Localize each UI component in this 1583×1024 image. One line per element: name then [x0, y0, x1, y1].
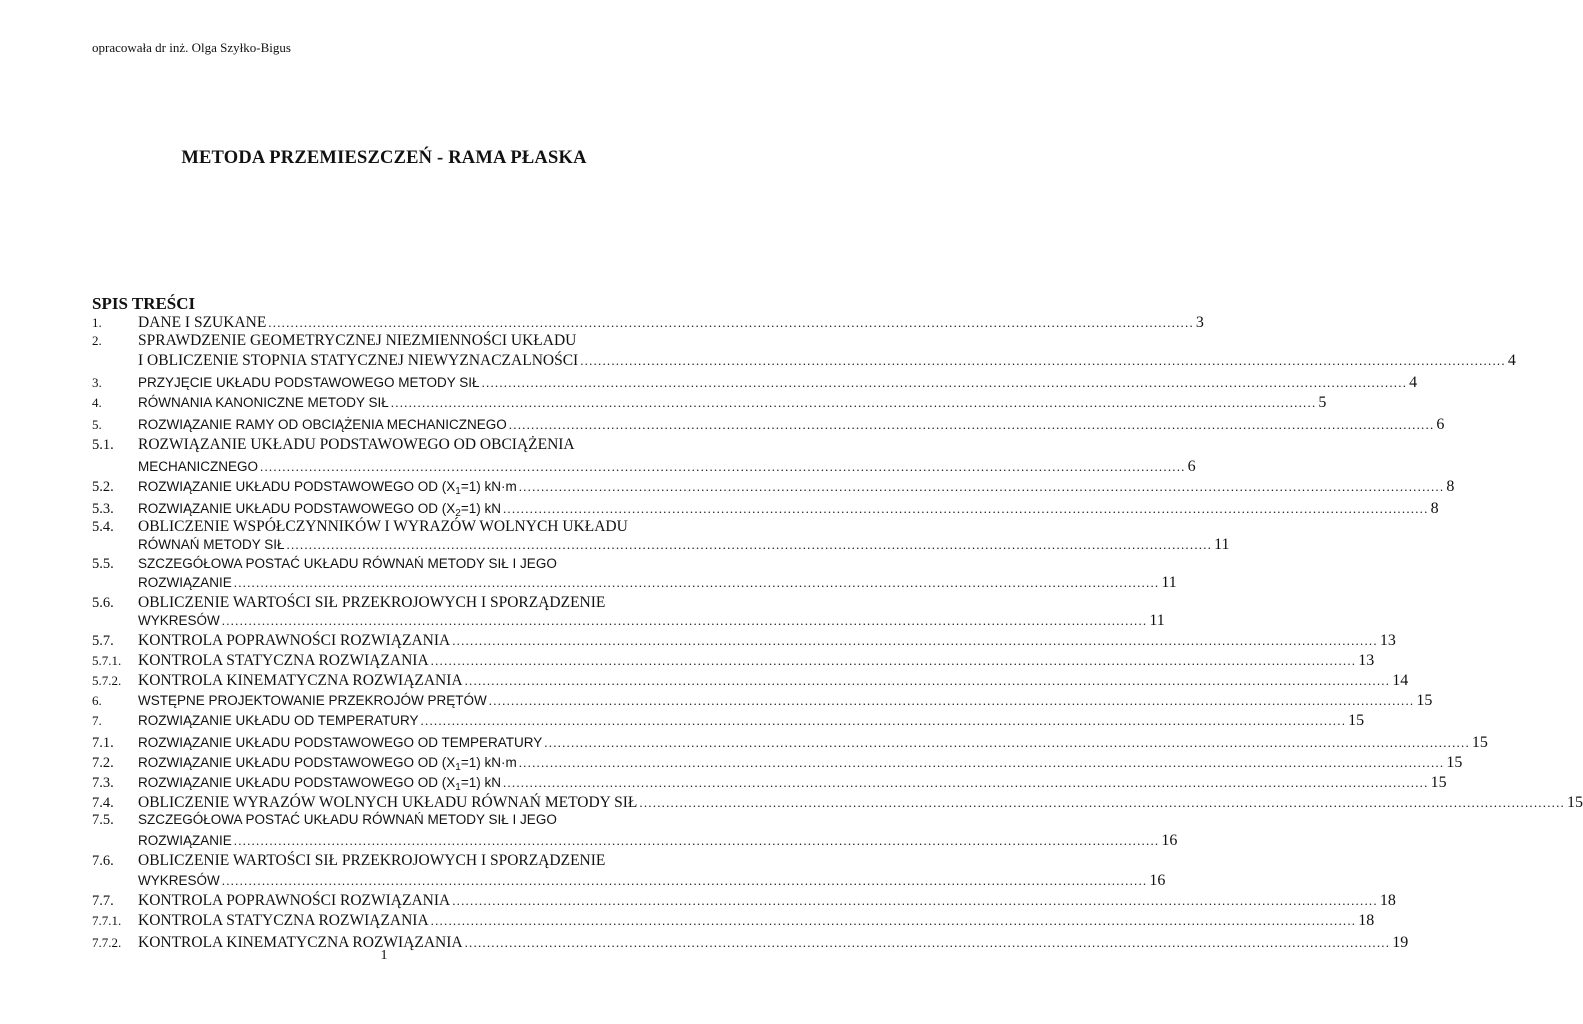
toc-entry-page: 13	[1358, 652, 1375, 669]
toc-entry-text: PRZYJĘCIE UKŁADU PODSTAWOWEGO METODY SIŁ	[138, 375, 480, 390]
toc-entry	[92, 594, 680, 614]
toc-entry-text: ROZWIĄZANIE RAMY OD OBCIĄŻENIA MECHANICZNEGO	[138, 417, 507, 432]
author-line: opracowała dr inż. Olga Szyłko-Bigus	[92, 40, 291, 55]
toc-entry	[92, 352, 1516, 372]
toc-heading: SPIS TREŚCI	[92, 294, 196, 313]
toc-entry-number: 7.4.	[92, 795, 114, 811]
toc-entry	[92, 536, 1230, 556]
toc-entry-number: 7.7.	[92, 893, 114, 909]
toc-entry-text: SPRAWDZENIE GEOMETRYCZNEJ NIEZMIENNOŚCI UKŁADU	[138, 332, 577, 349]
toc-entry-number: 5.7.1.	[92, 653, 122, 668]
toc-leader-dots	[287, 537, 1213, 553]
toc-entry-text: WSTĘPNE PROJEKTOWANIE PRZEKROJÓW PRĘTÓW	[138, 693, 487, 708]
toc-entry-number: 5.7.	[92, 633, 114, 649]
toc-entry-text: ROZWIĄZANIE UKŁADU PODSTAWOWEGO OD $(X_2=1)$ kN	[138, 501, 501, 519]
toc-entry-text: RÓWNAŃ METODY SIŁ	[138, 537, 285, 552]
toc-entry-text: ROZWIĄZANIE	[138, 833, 232, 848]
toc-entry-text: KONTROLA KINEMATYCZNA ROZWIĄZANIA	[138, 934, 463, 951]
toc-entry-number: 5.5.	[92, 556, 114, 572]
toc-entry-page: 5	[1318, 394, 1327, 411]
toc-entry-text: ROZWIĄZANIE UKŁADU PODSTAWOWEGO OD $(X_1=1)$ kN·m	[138, 479, 517, 497]
toc-entry-page: 3	[1195, 314, 1204, 331]
toc-entry	[92, 574, 1177, 594]
toc-entry	[92, 612, 1165, 632]
toc-entry	[92, 436, 680, 456]
toc-entry-text: DANE I SZUKANE	[138, 314, 267, 331]
toc-entry-number: 4.	[92, 395, 102, 410]
toc-leader-dots	[519, 479, 1445, 495]
toc-entry-number: 5.4.	[92, 519, 114, 535]
toc-entry	[92, 632, 1396, 652]
toc-entry	[92, 852, 680, 872]
toc-entry-page: 15	[1446, 754, 1463, 771]
toc-leader-dots	[222, 873, 1148, 889]
toc-entry	[92, 652, 1375, 672]
toc-entry-page: 6	[1187, 458, 1196, 475]
toc-leader-dots	[260, 459, 1186, 475]
toc-entry-number: 5.6.	[92, 595, 114, 611]
toc-leader-dots	[503, 501, 1429, 517]
toc-entry-text: SZCZEGÓŁOWA POSTAĆ UKŁADU RÓWNAŃ METODY SIŁ I JEGO	[138, 812, 557, 827]
toc-leader-dots	[519, 755, 1445, 771]
toc-entry-page: 8	[1446, 478, 1455, 495]
toc-entry-number: 7.7.1.	[92, 913, 122, 928]
toc-entry-text: ROZWIĄZANIE	[138, 575, 232, 590]
toc-entry	[92, 692, 1433, 712]
toc-leader-dots	[580, 353, 1506, 369]
toc-entry-page: 16	[1149, 872, 1166, 889]
page-number: 1	[380, 948, 388, 963]
toc-entry-page: 14	[1392, 672, 1409, 689]
toc-entry-text: KONTROLA POPRAWNOŚCI ROZWIĄZANIA	[138, 632, 451, 649]
toc-entry-text: KONTROLA POPRAWNOŚCI ROZWIĄZANIA	[138, 892, 451, 909]
toc-entry-number: 6.	[92, 693, 102, 708]
toc-entry-page: 15	[1430, 774, 1447, 791]
toc-entry-number: 5.1.	[92, 437, 114, 453]
toc-entry-number: 7.	[92, 713, 102, 728]
toc-entry-text: OBLICZENIE WARTOŚCI SIŁ PRZEKROJOWYCH I SPORZĄDZENIE	[138, 594, 606, 611]
toc-entry-text: OBLICZENIE WSPÓŁCZYNNIKÓW I WYRAZÓW WOLNYCH UKŁADU	[138, 518, 628, 535]
toc-entry	[92, 332, 680, 352]
toc-entry-page: 4	[1507, 352, 1516, 369]
toc-entry-page: 16	[1161, 832, 1178, 849]
toc-entry-page: 15	[1567, 794, 1583, 811]
toc-leader-dots	[482, 375, 1408, 391]
document-title: METODA PRZEMIESZCZEŃ - RAMA PŁASKA	[181, 148, 587, 168]
toc-entry-page: 19	[1392, 934, 1409, 951]
toc-entry	[92, 394, 1327, 414]
toc-entry	[92, 832, 1178, 852]
toc-leader-dots	[268, 315, 1194, 331]
toc-entry	[92, 734, 1488, 754]
toc-leader-dots	[639, 795, 1565, 811]
toc-leader-dots	[509, 417, 1435, 433]
toc-entry-number: 2.	[92, 333, 102, 348]
toc-entry-text: WYKRESÓW	[138, 873, 220, 888]
toc-entry	[92, 478, 1455, 498]
toc-entry-number: 7.3.	[92, 775, 114, 791]
toc-entry-number: 7.2.	[92, 755, 114, 771]
toc-entry-number: 5.7.2.	[92, 673, 122, 688]
toc-leader-dots	[222, 613, 1148, 629]
toc-leader-dots	[452, 893, 1378, 909]
toc-entry-text: SZCZEGÓŁOWA POSTAĆ UKŁADU RÓWNAŃ METODY SIŁ I JEGO	[138, 556, 557, 571]
toc-entry-text: ROZWIĄZANIE UKŁADU PODSTAWOWEGO OD $(X_1=1)$ kN·m	[138, 755, 517, 773]
toc-entry-page: 8	[1430, 500, 1439, 517]
toc-entry	[92, 872, 1166, 892]
toc-entry-text: ROZWIĄZANIE UKŁADU PODSTAWOWEGO OD $(X_1=1)$ kN	[138, 775, 501, 793]
toc-entry-text: ROZWIĄZANIE UKŁADU PODSTAWOWEGO OD TEMPERATURY	[138, 735, 543, 750]
toc-entry-page: 6	[1436, 416, 1445, 433]
toc-entry-text: KONTROLA STATYCZNA ROZWIĄZANIA	[138, 912, 429, 929]
toc-entry-text: ROZWIĄZANIE UKŁADU PODSTAWOWEGO OD OBCIĄŻENIA	[138, 436, 575, 453]
toc-entry-number: 5.3.	[92, 501, 114, 517]
toc-entry-text: OBLICZENIE WYRAZÓW WOLNYCH UKŁADU RÓWNAŃ METODY SIŁ	[138, 794, 638, 811]
toc-leader-dots	[234, 575, 1160, 591]
toc-entry-number: 1.	[92, 315, 102, 330]
toc-entry-page: 15	[1416, 692, 1433, 709]
toc-entry	[92, 458, 1196, 478]
toc-entry-text: KONTROLA STATYCZNA ROZWIĄZANIA	[138, 652, 429, 669]
toc-leader-dots	[503, 775, 1429, 791]
toc-entry	[92, 374, 1418, 394]
toc-leader-dots	[391, 395, 1317, 411]
toc-entry-text: RÓWNANIA KANONICZNE METODY SIŁ	[138, 395, 389, 410]
toc-entry-number: 3.	[92, 375, 102, 390]
toc-entry-page: 4	[1409, 374, 1418, 391]
toc-entry	[92, 416, 1445, 436]
toc-leader-dots	[431, 653, 1357, 669]
toc-entry	[92, 518, 680, 538]
toc-entry-number: 7.6.	[92, 853, 114, 869]
toc-leader-dots	[452, 633, 1378, 649]
toc-leader-dots	[489, 693, 1415, 709]
toc-entry-number: 5.2.	[92, 479, 114, 495]
toc-entry	[92, 556, 680, 576]
toc-entry-number: 7.1.	[92, 735, 114, 751]
toc-entry	[92, 672, 1409, 692]
toc-entry	[92, 794, 1583, 814]
toc-entry	[92, 314, 1204, 334]
toc-entry-page: 13	[1379, 632, 1396, 649]
toc-entry-number: 5.	[92, 417, 102, 432]
toc-entry	[92, 774, 1447, 794]
toc-leader-dots	[465, 673, 1391, 689]
toc-entry	[92, 754, 1463, 774]
toc-entry-page: 11	[1161, 574, 1177, 591]
toc-entry-text: KONTROLA KINEMATYCZNA ROZWIĄZANIA	[138, 672, 463, 689]
toc-entry	[92, 500, 1439, 520]
toc-entry-page: 15	[1348, 712, 1365, 729]
toc-entry-number: 7.5.	[92, 812, 114, 828]
toc-entry-text: I OBLICZENIE STOPNIA STATYCZNEJ NIEWYZNACZALNOŚCI	[138, 352, 579, 369]
toc-leader-dots	[431, 913, 1357, 929]
toc-entry-text: OBLICZENIE WARTOŚCI SIŁ PRZEKROJOWYCH I SPORZĄDZENIE	[138, 852, 606, 869]
toc-entry-page: 18	[1379, 892, 1396, 909]
toc-entry	[92, 812, 680, 832]
toc-entry-text: ROZWIĄZANIE UKŁADU OD TEMPERATURY	[138, 713, 419, 728]
toc-leader-dots	[544, 735, 1470, 751]
toc-leader-dots	[421, 713, 1347, 729]
toc-entry	[92, 912, 1375, 932]
toc-entry-number: 7.7.2.	[92, 935, 122, 950]
toc-entry-page: 11	[1149, 612, 1165, 629]
toc-entry-page: 15	[1471, 734, 1488, 751]
toc-entry-text: WYKRESÓW	[138, 613, 220, 628]
toc-entry-text: MECHANICZNEGO	[138, 459, 259, 474]
toc-entry-page: 11	[1214, 536, 1230, 553]
toc-entry	[92, 712, 1365, 732]
toc-entry-page: 18	[1358, 912, 1375, 929]
toc-leader-dots	[234, 833, 1160, 849]
toc-entry	[92, 892, 1396, 912]
